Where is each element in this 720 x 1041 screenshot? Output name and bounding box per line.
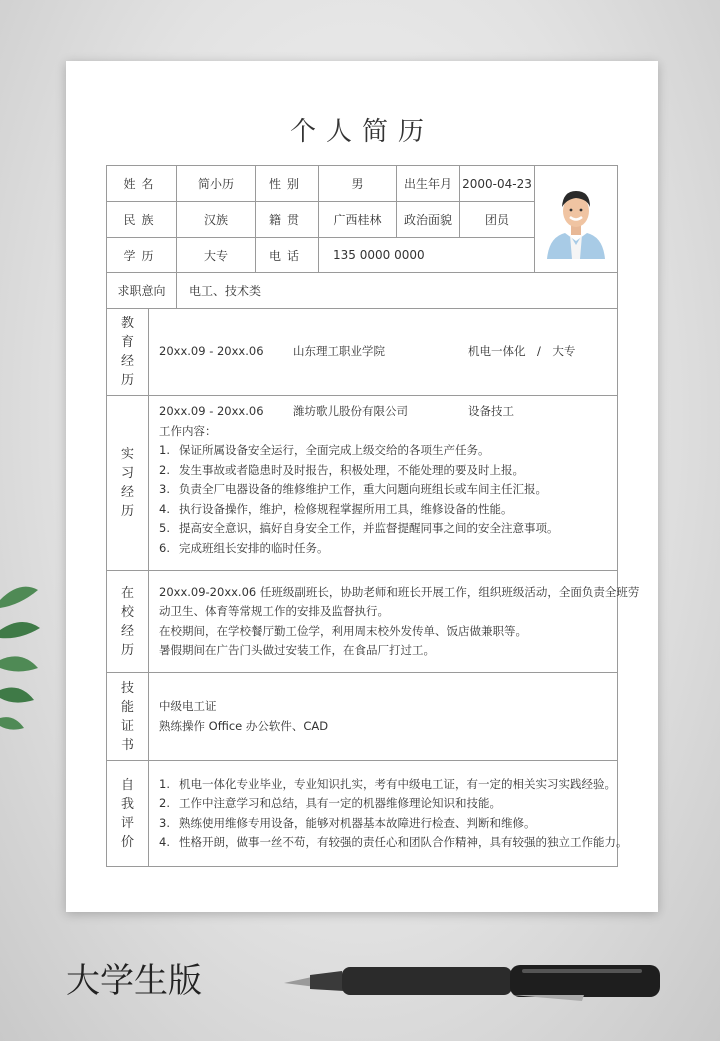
ethnicity-value: 汉族 bbox=[177, 202, 256, 238]
work-content-label: 工作内容： bbox=[159, 423, 217, 438]
campus-section-content bbox=[149, 571, 640, 673]
internship-position: 设备技工 bbox=[468, 404, 514, 418]
list-item: 4. 性格开朗，做事一丝不苟，有较强的责任心和团队合作精神，具有较强的独立工作能力。 bbox=[159, 835, 628, 849]
birth-label: 出生年月 bbox=[397, 166, 460, 202]
list-item: 2. 发生事故或者隐患时及时报告，积极处理，不能处理的要及时上报。 bbox=[159, 462, 524, 477]
evaluation-section-content bbox=[149, 761, 628, 866]
birth-value: 2000-04-23 bbox=[460, 166, 535, 202]
gender-value: 男 bbox=[319, 166, 397, 202]
origin-label: 籍贯 bbox=[256, 202, 319, 238]
origin-value: 广西桂林 bbox=[319, 202, 397, 238]
list-item: 1. 保证所属设备安全运行，全面完成上级交给的各项生产任务。 bbox=[159, 443, 490, 457]
plant-leaf-decoration bbox=[0, 560, 40, 740]
intent-value: 电工、技术类 bbox=[177, 273, 617, 309]
resume-title: 个人简历 bbox=[289, 117, 434, 147]
politics-label: 政治面貌 bbox=[397, 202, 460, 238]
internship-section-content bbox=[149, 396, 617, 571]
gender-label: 性别 bbox=[256, 166, 319, 202]
name-value: 简小历 bbox=[177, 166, 256, 202]
resume-paper bbox=[66, 61, 658, 912]
skill-line: 中级电工证 bbox=[159, 699, 217, 713]
education-label: 学历 bbox=[107, 238, 177, 273]
list-item: 2. 工作中注意学习和总结，具有一定的机器维修理论知识和技能。 bbox=[159, 796, 501, 810]
list-item: 6. 完成班组长安排的临时任务。 bbox=[159, 540, 329, 555]
education-section-label: 教育经历 bbox=[107, 309, 149, 396]
resume-table bbox=[106, 165, 640, 867]
name-label: 姓名 bbox=[107, 166, 177, 202]
education-period: 20xx.09 - 20xx.06 bbox=[159, 344, 264, 359]
phone-value: 135 0000 0000 bbox=[319, 238, 535, 273]
education-major: 机电一体化 / 大专 bbox=[468, 344, 576, 359]
list-item: 1. 机电一体化专业毕业，专业知识扎实，考有中级电工证，有一定的相关实习实践经验。 bbox=[159, 776, 616, 791]
education-school: 山东理工职业学院 bbox=[293, 344, 385, 359]
ethnicity-label: 民族 bbox=[107, 202, 177, 238]
intent-label: 求职意向 bbox=[107, 273, 177, 309]
campus-line: 暑假期间在广告门头做过安装工作，在食品厂打过工。 bbox=[159, 643, 435, 657]
campus-line: 20xx.09-20xx.06 任班级副班长，协助老师和班长开展工作，组织班级活动，全面负责全班劳 bbox=[159, 584, 640, 599]
campus-line: 动卫生、体育等常规工作的安排及监督执行。 bbox=[159, 604, 389, 618]
portrait-photo bbox=[535, 166, 617, 273]
internship-company: 潍坊歌儿股份有限公司 bbox=[293, 404, 408, 418]
list-item: 3. 负责全厂电器设备的维修维护工作，重大问题向班组长或车间主任汇报。 bbox=[159, 482, 547, 496]
caption-text: 大学生版 bbox=[66, 961, 202, 1001]
fountain-pen-icon bbox=[282, 955, 662, 1005]
campus-line: 在校期间，在学校餐厅勤工俭学，利用周末校外发传单、饭店做兼职等。 bbox=[159, 623, 527, 638]
education-section-content bbox=[149, 309, 617, 396]
list-item: 5. 提高安全意识，搞好自身安全工作，并监督提醒同事之间的安全注意事项。 bbox=[159, 521, 559, 535]
skills-section-content bbox=[149, 673, 617, 761]
skill-line: 熟练操作 Office 办公软件、CAD bbox=[159, 718, 329, 733]
phone-label: 电话 bbox=[256, 238, 319, 273]
internship-period: 20xx.09 - 20xx.06 bbox=[159, 404, 264, 418]
list-item: 4. 执行设备操作，维护，检修规程掌握所用工具，维修设备的性能。 bbox=[159, 501, 513, 516]
skills-section-label: 技能证书 bbox=[107, 673, 149, 761]
campus-section-label: 在校经历 bbox=[107, 571, 149, 673]
politics-value: 团员 bbox=[460, 202, 535, 238]
education-value: 大专 bbox=[177, 238, 256, 273]
internship-section-label: 实习经历 bbox=[107, 396, 149, 571]
list-item: 3. 熟练使用维修专用设备，能够对机器基本故障进行检查、判断和维修。 bbox=[159, 815, 536, 830]
evaluation-section-label: 自我评价 bbox=[107, 761, 149, 866]
